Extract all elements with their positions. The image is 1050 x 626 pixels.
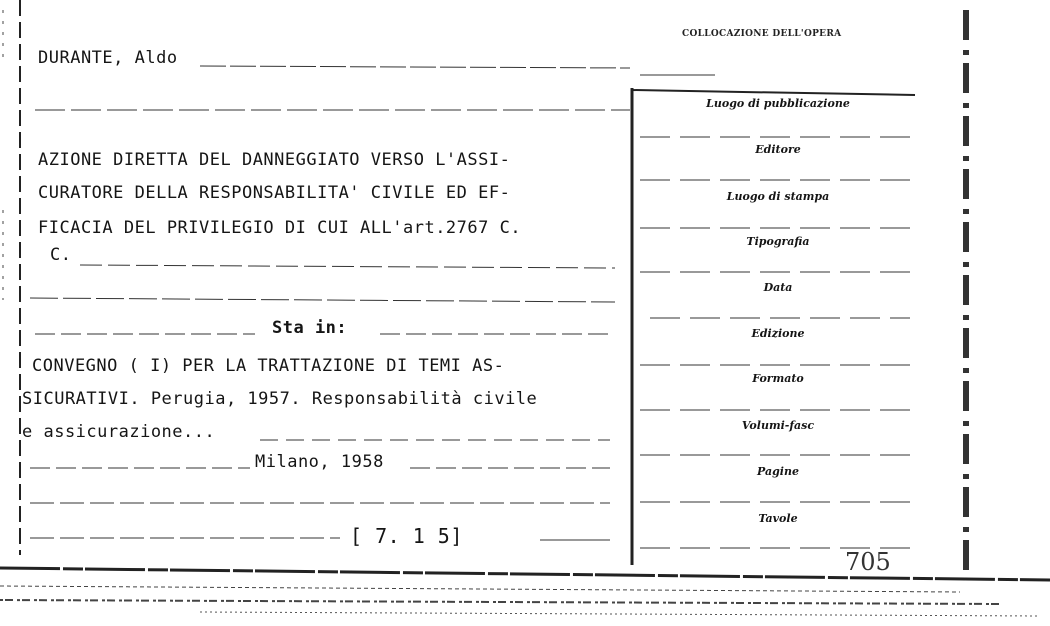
field-formato: Formato [752,372,804,385]
field-data: Data [763,281,793,294]
field-luogo-stampa: Luogo di stampa [726,190,830,203]
source-line-1: CONVEGNO ( I) PER LA TRATTAZIONE DI TEMI AS- [32,356,505,376]
place-date: Milano, 1958 [255,452,384,472]
field-luogo-pubblicazione: Luogo di pubblicazione [706,97,850,110]
author-name: DURANTE, Aldo [38,48,178,68]
field-edizione: Edizione [751,327,805,340]
field-tipografia: Tipografia [746,235,810,248]
source-line-3: e assicurazione... [22,422,216,442]
sta-in-label: Sta in: [272,318,348,338]
pages-bracket: [ 7. 1 5] [350,524,463,548]
field-pagine: Pagine [757,465,799,478]
title-line-3: FICACIA DEL PRIVILEGIO DI CUI ALL'art.2767 C. [38,218,522,238]
title-line-2: CURATORE DELLA RESPONSABILITA' CIVILE ED EF- [38,183,511,203]
title-line-4: C. [50,245,72,265]
handwritten-number: 705 [845,548,891,576]
field-tavole: Tavole [758,512,798,525]
source-line-2: SICURATIVI. Perugia, 1957. Responsabilità civile [22,389,538,409]
field-editore: Editore [755,143,801,156]
title-line-1: AZIONE DIRETTA DEL DANNEGGIATO VERSO L'ASSI- [38,150,511,170]
field-volumi-fasc: Volumi-fasc [741,419,815,432]
collocazione-header: COLLOCAZIONE DELL'OPERA [682,29,842,39]
